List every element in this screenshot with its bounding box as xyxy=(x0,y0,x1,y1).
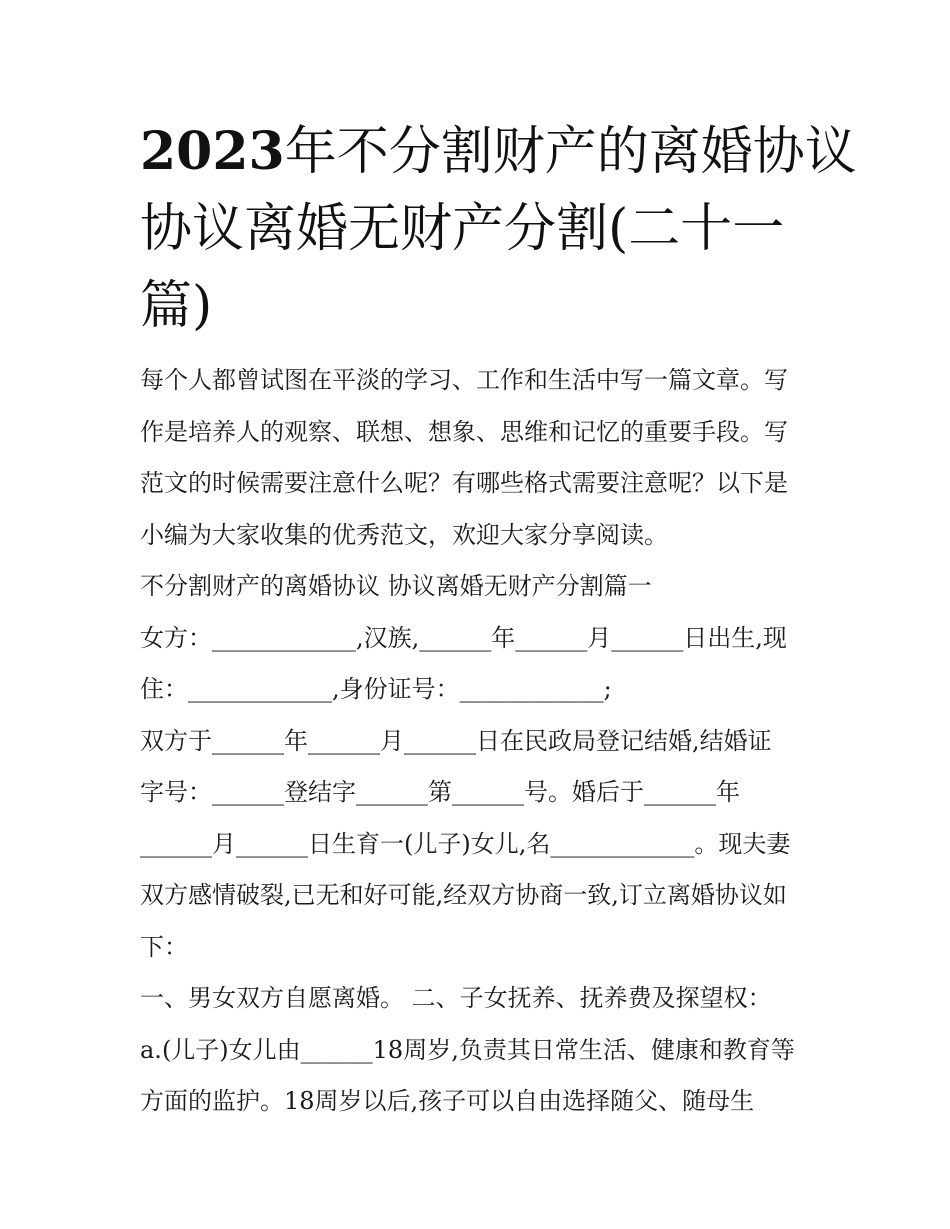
title-line-3: 篇) xyxy=(140,276,213,336)
body-line: 住：____________,身份证号：____________; xyxy=(140,675,612,703)
document-title xyxy=(140,113,857,345)
body-line: 双方感情破裂,已无和好可能,经双方协商一致,订立离婚协议如 xyxy=(140,881,787,909)
body-line: 小编为大家收集的优秀范文，欢迎大家分享阅读。 xyxy=(140,520,668,549)
body-line: a.(儿子)女儿由______18周岁,负责其日常生活、健康和教育等 xyxy=(140,1035,795,1064)
body-line: 范文的时候需要注意什么呢？有哪些格式需要注意呢？以下是 xyxy=(140,469,788,497)
body-line: 下： xyxy=(140,932,188,961)
body-line: 女方：____________,汉族,______年______月______日出生,现 xyxy=(140,623,787,652)
title-line-2: 协议离婚无财产分割(二十一 xyxy=(140,199,785,259)
body-line: 字号：______登结字______第______号。婚后于______年 xyxy=(140,778,740,806)
section-heading: 不分割财产的离婚协议 协议离婚无财产分割篇一 xyxy=(140,572,652,600)
body-line: 作是培养人的观察、联想、想象、思维和记忆的重要手段。写 xyxy=(140,417,788,446)
body-line: ______月______日生育一(儿子)女儿,名____________。现夫妻 xyxy=(140,829,791,858)
body-line: 一、男女双方自愿离婚。 二、子女抚养、抚养费及探望权： xyxy=(140,984,772,1012)
document-body xyxy=(140,355,825,1128)
title-line-1-text: 年不分割财产的离婚协议 xyxy=(284,122,857,182)
body-line: 双方于______年______月______日在民政局登记结婚,结婚证 xyxy=(140,726,772,755)
body-line: 方面的监护。18周岁以后,孩子可以自由选择随父、随母生 xyxy=(140,1087,755,1115)
body-line: 每个人都曾试图在平淡的学习、工作和生活中写一篇文章。写 xyxy=(140,366,788,394)
title-line-1 xyxy=(140,113,857,191)
title-year: 2023 xyxy=(140,121,285,182)
